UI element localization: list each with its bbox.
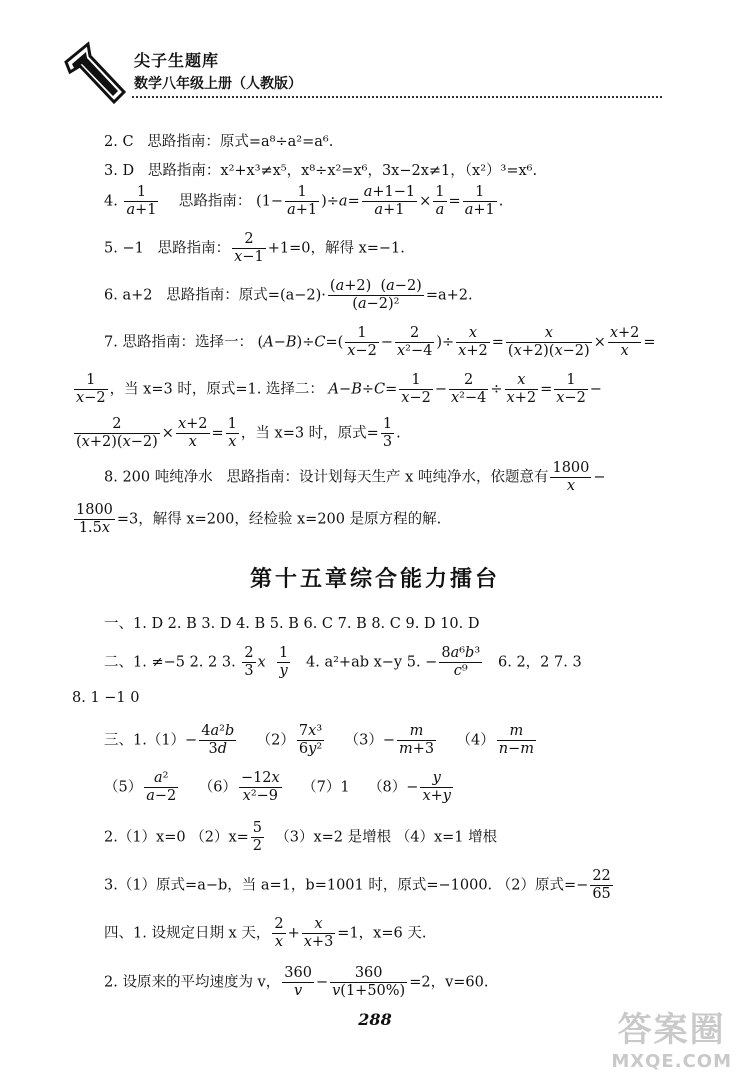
answer-3: 3. D 思路指南：x²+x³≠x⁵，x⁸÷x²=x⁶，3x−2x≠1，（x²）³=x⁶. (104, 163, 538, 179)
watermark-logo: 答案圈 MXQE.COM (611, 1010, 732, 1072)
book-title: 数学八年级上册（人教版） (134, 76, 302, 92)
section-3-line1: 三、1.（1）− $\frac{\text{4a²b}}{3d}$ （2） $\frac{\text{7x³}}{\text{6y²}}$ （3）− $\frac{m}{m+3}$ （4） $\frac{m}{n-m}$ (104, 723, 535, 757)
answer-6: 6. a+2 思路指南：原式=(a−2)· $\frac{(a+2) (a-2)}{\text{(a−2)²}}$ =a+2. (104, 278, 473, 312)
answer-8-line2: $\frac{1800}{1.5x}$ =3，解得 x=200，经检验 x=200 是原方程的解. (76, 502, 442, 536)
page-number: 288 (358, 1010, 392, 1029)
answer-5: 5. −1 思路指南： $\frac{2}{x-1}$ +1=0，解得 x=−1. (104, 231, 405, 265)
answer-7-line1: 7. 思路指南：选择一： (A−B)÷C=( $\frac{1}{x-2}$ − $\frac{2}{\text{x²−4}}$ )÷ $\frac{x}{x+2}$ = $\frac{x}{(x+2)(x-2)}$ × $\frac{x+2}{x}$ = (104, 325, 656, 359)
section-3-line2: （5） $\frac{\text{a²}}{a-2}$ （6） $\frac{-12x}{\text{x²−9}}$ （7）1 （8）− $\frac{y}{x+y}$ (104, 770, 451, 804)
section-4-q2: 2. 设原来的平均速度为 v， $\frac{360}{v}$ − $\frac{360}{v(1+50\%)}$ =2，v=60. (104, 965, 489, 999)
series-title: 尖子生题库 (134, 51, 220, 70)
header-divider (132, 96, 662, 98)
answer-7-line2: $\frac{1}{x-2}$ ，当 x=3 时，原式=1. 选择二： A−B÷C= $\frac{1}{x-2}$ − $\frac{2}{\text{x²−4}}$ ÷ $\frac{x}{x+2}$ = $\frac{1}{x-2}$ − (76, 372, 602, 406)
chapter-title: 第十五章综合能力擂台 (249, 567, 500, 592)
section-2-line2: 8. 1 −1 0 (72, 690, 140, 706)
section-2-line1: 二、1. ≠−5 2. 2 3. $\frac{2}{3}$ x $\frac{1}{y}$ 4. a²+ab x−y 5. − $\frac{\text{8a⁶b³}}{\text{c⁹}}$ 6. 2，2 7. 3 (104, 645, 582, 679)
page-header (62, 40, 672, 112)
answer-7-line3: $\frac{2}{(x+2)(x-2)}$ × $\frac{x+2}{x}$ = $\frac{1}{x}$ ，当 x=3 时，原式= $\frac{1}{3}$ . (76, 416, 401, 450)
answer-8-line1: 8. 200 吨纯净水 思路指南：设计划每天生产 x 吨纯净水，依题意有 $\frac{1800}{x}$ − (104, 460, 606, 494)
section-4-q1: 四、1. 设规定日期 x 天， $\frac{2}{x}$ + $\frac{x}{x+3}$ =1，x=6 天. (104, 916, 427, 950)
section-1-answers: 一、1. D 2. B 3. D 4. B 5. B 6. C 7. B 8. C 9. D 10. D (104, 616, 480, 632)
arrow-logo-icon (62, 40, 126, 112)
answer-4: 4. $\frac{1}{a+1}$ 思路指南： (1− $\frac{1}{a+1}$ )÷a= $\frac{a+1-1}{a+1}$ × $\frac{1}{a}$ = $\frac{1}{a+1}$ . (104, 184, 504, 218)
section-3-q2: 2.（1）x=0 （2）x= $\frac{5}{2}$ （3）x=2 是增根 （4）x=1 增根 (104, 820, 498, 854)
section-3-q3: 3.（1）原式=a−b，当 a=1，b=1001 时，原式=−1000. （2）原式=− $\frac{22}{65}$ (104, 868, 611, 902)
answer-2: 2. C 思路指南：原式=a⁸÷a²=a⁶. (104, 134, 334, 150)
